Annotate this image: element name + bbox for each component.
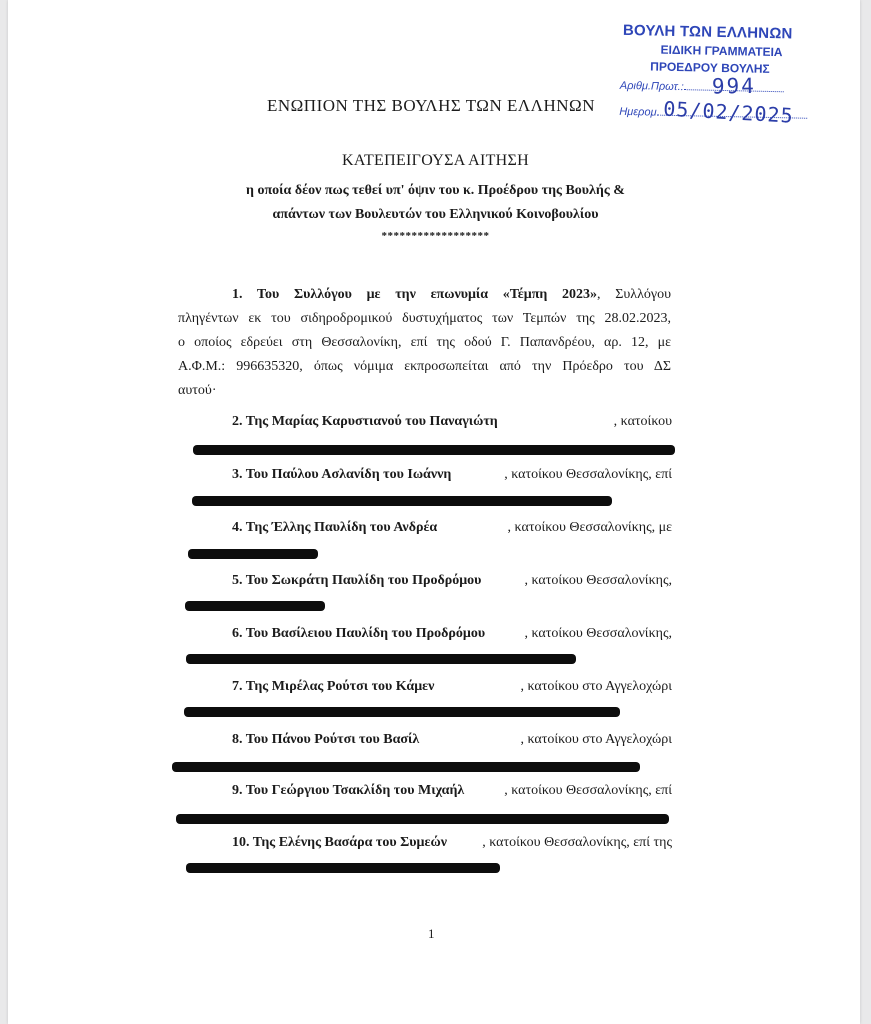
stamp-protocol-value: 994 bbox=[711, 73, 756, 99]
document-title: ΕΝΩΠΙΟΝ ΤΗΣ ΒΟΥΛΗΣ ΤΩΝ ΕΛΛΗΝΩΝ bbox=[267, 96, 595, 115]
petitioner-row bbox=[232, 467, 672, 483]
redaction-bar bbox=[185, 601, 325, 611]
petitioner-name: 5. Του Σωκράτη Παυλίδη του Προδρόμου bbox=[232, 573, 482, 588]
petitioner-row bbox=[232, 626, 672, 642]
stamp-line-1: ΒΟΥΛΗ ΤΩΝ ΕΛΛΗΝΩΝ bbox=[622, 21, 793, 43]
petitioner-name: 3. Του Παύλου Ασλανίδη του Ιωάννη bbox=[232, 467, 452, 482]
item1-line1-rest: , Συλλόγου bbox=[597, 287, 672, 302]
petitioner-name: 9. Του Γεώργιου Τσακλίδη του Μιχαήλ bbox=[232, 783, 465, 798]
redaction-bar bbox=[184, 707, 620, 717]
page-number: 1 bbox=[428, 926, 435, 941]
petitioner-residence: , κατοίκου Θεσσαλονίκης, επί της bbox=[482, 835, 672, 850]
petitioner-row bbox=[232, 414, 672, 430]
petitioner-residence: , κατοίκου Θεσσαλονίκης, με bbox=[507, 520, 672, 535]
stamp-protocol-label: Αριθμ.Πρωτ.: bbox=[619, 79, 684, 94]
subtitle-line-2: απάντων των Βουλευτών του Ελληνικού Κοινοβουλίου bbox=[272, 207, 599, 222]
stamp-date-value: 05/02/2025 bbox=[662, 96, 795, 128]
petitioner-name: 4. Της Έλλης Παυλίδη του Ανδρέα bbox=[232, 520, 438, 535]
item1-line-1 bbox=[178, 283, 671, 307]
petitioner-residence: , κατοίκου Θεσσαλονίκης, bbox=[524, 573, 672, 588]
petitioner-name: 6. Του Βασίλειου Παυλίδη του Προδρόμου bbox=[232, 626, 486, 641]
petitioner-residence: , κατοίκου στο Αγγελοχώρι bbox=[520, 679, 672, 694]
petitioner-name: 8. Του Πάνου Ρούτσι του Βασίλ bbox=[232, 732, 420, 747]
parliament-received-stamp bbox=[613, 22, 835, 137]
stamp-date-label: Ημερομ. bbox=[619, 105, 660, 119]
item1-line-2: πληγέντων εκ του σιδηροδρομικού δυστυχήματος των Τεμπών της 28.02.2023, bbox=[178, 311, 671, 326]
redaction-bar bbox=[176, 814, 669, 824]
petitioner-1-paragraph bbox=[178, 283, 671, 403]
petitioner-residence: , κατοίκου Θεσσαλονίκης, επί bbox=[504, 467, 672, 482]
petitioner-row bbox=[232, 835, 672, 851]
petitioner-residence: , κατοίκου στο Αγγελοχώρι bbox=[520, 732, 672, 747]
petitioner-row bbox=[232, 520, 672, 536]
separator-stars: ****************** bbox=[381, 230, 490, 242]
petitioner-name: 10. Της Ελένης Βασάρα του Συμεών bbox=[232, 835, 447, 850]
item1-bold-label: 1. Του Συλλόγου με την επωνυμία «Τέμπη 2023» bbox=[232, 287, 598, 302]
item1-line-5: αυτού· bbox=[178, 383, 217, 398]
redaction-bar bbox=[186, 654, 576, 664]
item1-line-3: ο οποίος εδρεύει στη Θεσσαλονίκη, επί της οδού Γ. Παπανδρέου, αρ. 12, με bbox=[178, 335, 671, 350]
redaction-bar bbox=[192, 496, 612, 506]
stamp-line-3: ΠΡΟΕΔΡΟΥ ΒΟΥΛΗΣ bbox=[650, 59, 770, 76]
petitioner-name: 7. Της Μιρέλας Ρούτσι του Κάμεν bbox=[232, 679, 435, 694]
petitioner-residence: , κατοίκου Θεσσαλονίκης, επί bbox=[504, 783, 672, 798]
stamp-line-2: ΕΙΔΙΚΗ ΓΡΑΜΜΑΤΕΙΑ bbox=[660, 42, 783, 60]
petitioner-row bbox=[232, 732, 672, 748]
subtitle-line-1: η οποία δέον πως τεθεί υπ' όψιν του κ. Προέδρου της Βουλής & bbox=[246, 183, 625, 198]
redaction-bar bbox=[172, 762, 640, 772]
urgent-petition-heading: ΚΑΤΕΠΕΙΓΟΥΣΑ ΑΙΤΗΣΗ bbox=[342, 152, 529, 169]
petitioner-residence: , κατοίκου bbox=[613, 414, 672, 429]
redaction-bar bbox=[193, 445, 675, 455]
petitioner-row bbox=[232, 679, 672, 695]
petitioner-residence: , κατοίκου Θεσσαλονίκης, bbox=[524, 626, 672, 641]
petitioner-row bbox=[232, 573, 672, 589]
item1-line-4: Α.Φ.Μ.: 996635320, όπως νόμιμα εκπροσωπείται από την Πρόεδρο του ΔΣ bbox=[178, 359, 671, 374]
redaction-bar bbox=[186, 863, 500, 873]
petitioner-row bbox=[232, 783, 672, 799]
redaction-bar bbox=[188, 549, 318, 559]
petitioner-name: 2. Της Μαρίας Καρυστιανού του Παναγιώτη bbox=[232, 414, 498, 429]
